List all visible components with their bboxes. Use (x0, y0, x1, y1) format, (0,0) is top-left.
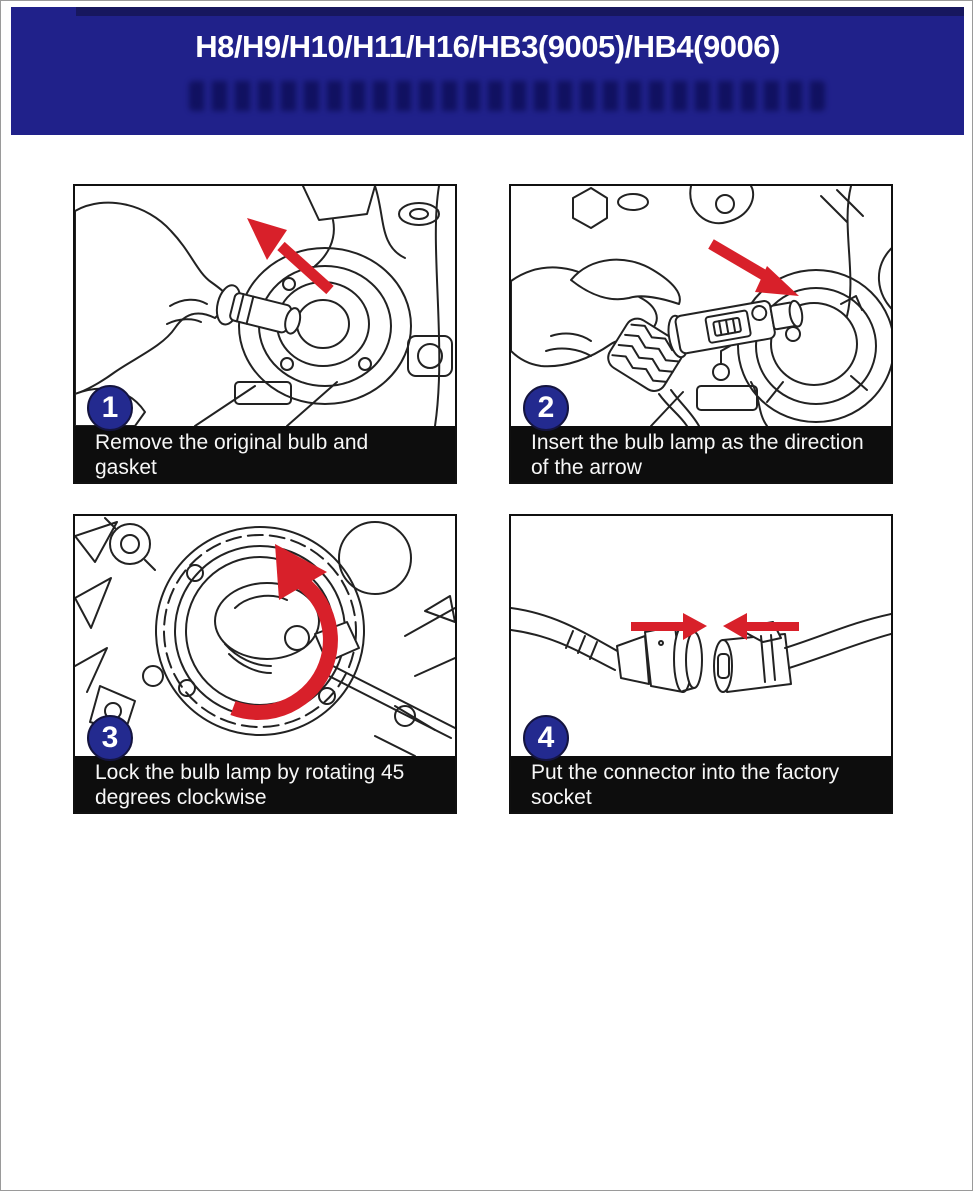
step-4-number-badge (523, 715, 569, 761)
red-arrow-up-left-icon (247, 218, 330, 290)
step-3-number-badge (87, 715, 133, 761)
insert-bulb-drawing (511, 186, 891, 426)
step-panel-4 (509, 514, 893, 814)
connector-drawing (511, 516, 891, 756)
step-panel-1 (73, 184, 457, 484)
step-1-illustration (75, 186, 455, 426)
female-connector (714, 622, 791, 692)
right-cable (785, 614, 891, 648)
step-2-number-badge (523, 385, 569, 431)
step-1-number: 1 (101, 391, 119, 424)
step-panel-2 (509, 184, 893, 484)
header-banner (11, 7, 964, 135)
remove-bulb-drawing (75, 186, 455, 426)
step-2-illustration (511, 186, 891, 426)
banner-top-strip (76, 7, 964, 16)
step-2-caption-line1: Insert the bulb lamp as the direction (531, 431, 864, 454)
step-2-number: 2 (537, 391, 555, 424)
ghost-watermark-text (189, 81, 825, 111)
rotate-lock-drawing (75, 516, 455, 756)
step-1-caption-line1: Remove the original bulb and (95, 431, 369, 454)
page-title: H8/H9/H10/H11/H16/HB3(9005)/HB4(9006) (195, 29, 780, 64)
step-4-caption (511, 756, 891, 812)
led-bulb (666, 294, 806, 359)
step-4-illustration (511, 516, 891, 756)
step-2-caption (511, 426, 891, 482)
step-3-number: 3 (101, 721, 119, 754)
step-4-caption-line2: socket (531, 786, 592, 809)
step-2-caption-line2: of the arrow (531, 456, 642, 479)
step-4-number: 4 (537, 721, 555, 754)
step-3-illustration (75, 516, 455, 756)
step-4-caption-line1: Put the connector into the factory (531, 761, 840, 784)
step-3-caption-line2: degrees clockwise (95, 786, 267, 809)
step-panel-3 (73, 514, 457, 814)
step-1-caption (75, 426, 455, 482)
step-1-caption-line2: gasket (95, 456, 157, 479)
step-3-caption-line1: Lock the bulb lamp by rotating 45 (95, 761, 405, 784)
step-1-number-badge (87, 385, 133, 431)
step-3-caption (75, 756, 455, 812)
red-arrow-down-right-icon (711, 244, 799, 296)
hand-outline (75, 203, 229, 394)
